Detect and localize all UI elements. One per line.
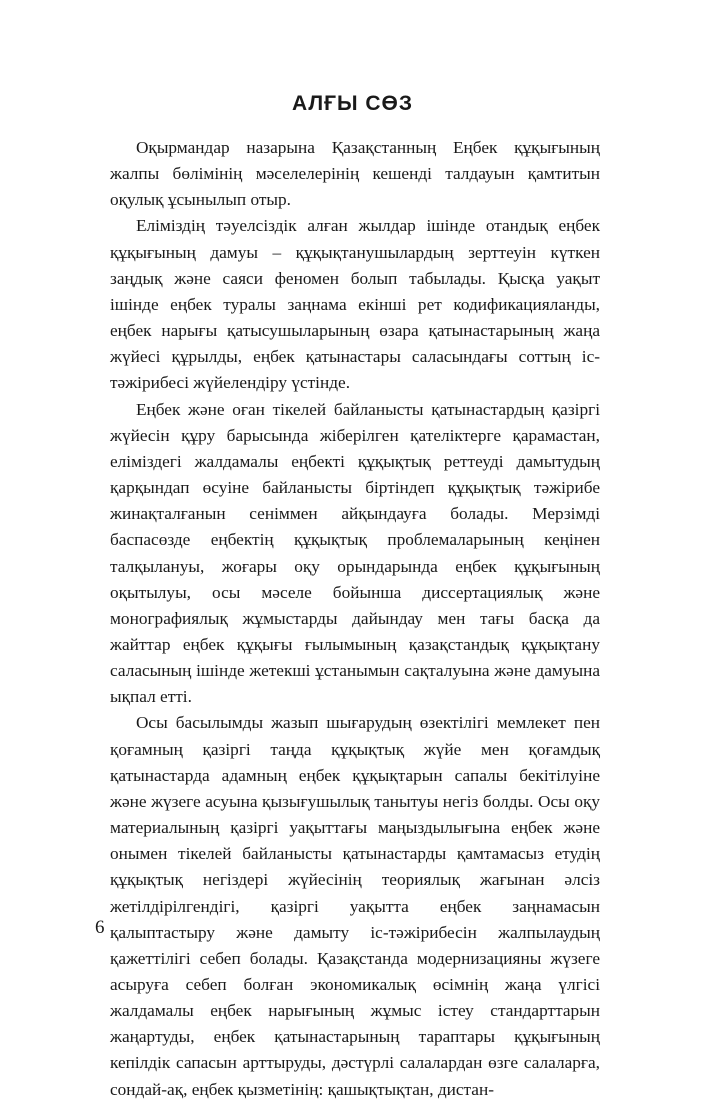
body-text <box>110 135 600 1103</box>
page-title: АЛҒЫ СӨЗ <box>291 92 414 115</box>
paragraph: Осы басылымды жазып шығарудың өзектілігі мемлекет пен қоғамның қазіргі таңда құқықтық жүйе мен қоғамдық қатынастарда адамның еңбек құқықтарын сапалы бекітілуіне және жүзеге асуына қызығушылық танытуы негіз болды. Осы оқу материалының қазіргі уақыттағы маңыздылығына еңбек және онымен тікелей байланысты қатынастарды қамтамасыз етудің құқықтық негіздері жүйесінің теориялық жағынан әлсіз жетілдірілгендігі, қазіргі уақытта еңбек заңнамасын қалыптастыру және дамыту іс-тәжірибесін жалпылаудың қажеттілігі себеп болады. Қазақстанда модернизацияны жүзеге асыруға себеп болған экономикалық өсімнің жаңа үлгісі жалдамалы еңбек нарығының жұмыс істеу стандарттарын жаңартуды, еңбек қатынастарының тараптары құқығының кепілдік сапасын арттыруды, дәстүрлі салалардан өзге салаларға, сондай-ақ, еңбек қызметінің: қашықтықтан, дистан- <box>110 713 600 1099</box>
paragraph: Еңбек және оған тікелей байланысты қатынастардың қазіргі жүйесін құру барысында жіберілген қателіктерге қарамастан, еліміздегі жалдамалы еңбекті құқықтық реттеуді дамытудың қарқындап өсуіне байланысты біртіндеп құқықтық тәжірибе жинақталғанын сеніммен айқындауға болады. Мерзімді баспасөзде еңбектің құқықтық проблемаларының кеңінен талқылануы, жоғары оқу орындарында еңбек құқығының оқытылуы, осы мәселе бойынша диссертациялық және монографиялық жұмыстарды дайындау мен тағы басқа да жайттар еңбек құқығы ғылымының қазақстандық құқықтану саласының ішінде жетекші ұстанымын сақталуына және дамуына ықпал етті. <box>110 399 600 707</box>
paragraph: Еліміздің тәуелсіздік алған жылдар ішінде отандық еңбек құқығының дамуы – құқықтанушылардың зерттеуін күткен заңдық және саяси феномен болып табылады. Қысқа уақыт ішінде еңбек туралы заңнама екінші рет кодификацияланды, еңбек нарығы қатысушыларының өзара қатынастарының жаңа жүйесі құрылды, еңбек қатынастары саласындағы соттың іс-тәжірибесі жүйелендіру үстінде. <box>110 216 600 393</box>
page-number: 6 <box>95 917 105 938</box>
paragraph: Оқырмандар назарына Қазақстанның Еңбек құқығының жалпы бөлімінің мәселелерінің кешенді талдауын қамтитын оқулық ұсынылып отыр. <box>110 138 600 210</box>
